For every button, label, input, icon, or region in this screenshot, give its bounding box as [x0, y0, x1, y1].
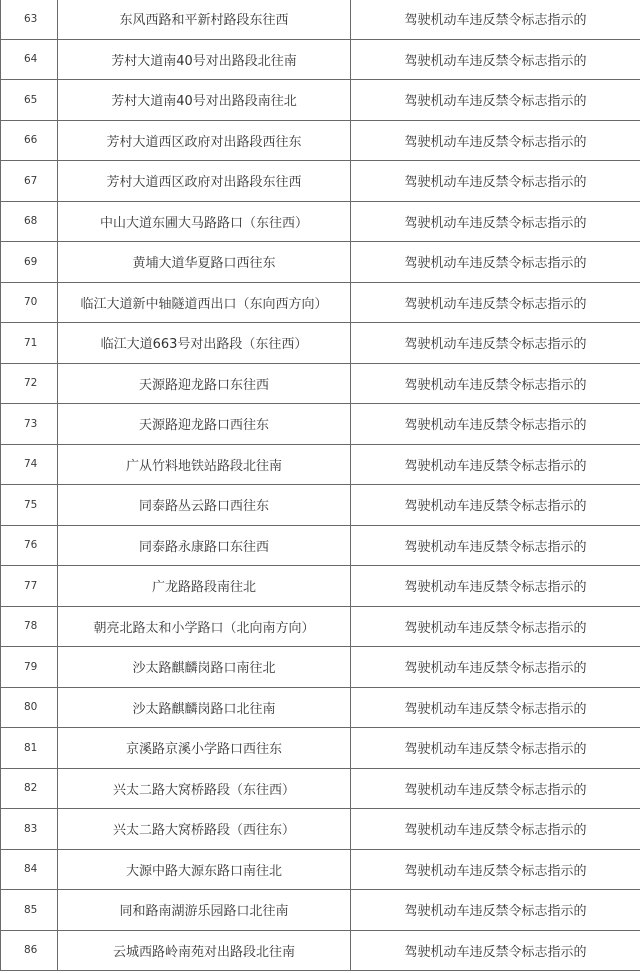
table-row: [1, 809, 640, 850]
row-number: 63: [1, 0, 58, 39]
violation-cell: 驾驶机动车违反禁令标志指示的: [351, 242, 640, 283]
table-row: [1, 606, 640, 647]
violation-cell: 驾驶机动车违反禁令标志指示的: [351, 404, 640, 445]
table-row: [1, 768, 640, 809]
location-cell: 东风西路和平新村路段东往西: [58, 0, 351, 39]
location-cell: 广龙路路段南往北: [58, 566, 351, 607]
violation-cell: 驾驶机动车违反禁令标志指示的: [351, 323, 640, 364]
table-row: [1, 161, 640, 202]
row-number: 66: [1, 120, 58, 161]
violation-cell: 驾驶机动车违反禁令标志指示的: [351, 890, 640, 931]
violation-cell: 驾驶机动车违反禁令标志指示的: [351, 363, 640, 404]
table-row: [1, 282, 640, 323]
location-cell: 天源路迎龙路口东往西: [58, 363, 351, 404]
row-number: 81: [1, 728, 58, 769]
location-cell: 芳村大道西区政府对出路段西往东: [58, 120, 351, 161]
table-row: [1, 485, 640, 526]
violation-cell: 驾驶机动车违反禁令标志指示的: [351, 728, 640, 769]
row-number: 78: [1, 606, 58, 647]
row-number: 79: [1, 647, 58, 688]
violation-cell: 驾驶机动车违反禁令标志指示的: [351, 809, 640, 850]
location-cell: 云城西路岭南苑对出路段北往南: [58, 930, 351, 971]
violation-cell: 驾驶机动车违反禁令标志指示的: [351, 201, 640, 242]
table-body: [1, 0, 640, 971]
violation-cell: 驾驶机动车违反禁令标志指示的: [351, 80, 640, 121]
table-row: [1, 80, 640, 121]
table-row: [1, 39, 640, 80]
row-number: 80: [1, 687, 58, 728]
location-cell: 临江大道663号对出路段（东往西）: [58, 323, 351, 364]
row-number: 84: [1, 849, 58, 890]
location-cell: 沙太路麒麟岗路口北往南: [58, 687, 351, 728]
table-row: [1, 404, 640, 445]
row-number: 69: [1, 242, 58, 283]
location-cell: 同泰路永康路口东往西: [58, 525, 351, 566]
table-row: [1, 0, 640, 39]
table-row: [1, 849, 640, 890]
row-number: 86: [1, 930, 58, 971]
row-number: 73: [1, 404, 58, 445]
violation-cell: 驾驶机动车违反禁令标志指示的: [351, 647, 640, 688]
row-number: 65: [1, 80, 58, 121]
violation-cell: 驾驶机动车违反禁令标志指示的: [351, 485, 640, 526]
location-cell: 朝亮北路太和小学路口（北向南方向）: [58, 606, 351, 647]
violation-cell: 驾驶机动车违反禁令标志指示的: [351, 444, 640, 485]
location-cell: 广从竹料地铁站路段北往南: [58, 444, 351, 485]
row-number: 74: [1, 444, 58, 485]
row-number: 72: [1, 363, 58, 404]
row-number: 68: [1, 201, 58, 242]
violation-cell: 驾驶机动车违反禁令标志指示的: [351, 0, 640, 39]
violation-cell: 驾驶机动车违反禁令标志指示的: [351, 282, 640, 323]
violation-cell: 驾驶机动车违反禁令标志指示的: [351, 120, 640, 161]
location-cell: 临江大道新中轴隧道西出口（东向西方向）: [58, 282, 351, 323]
table-row: [1, 363, 640, 404]
row-number: 83: [1, 809, 58, 850]
table-row: [1, 687, 640, 728]
violation-cell: 驾驶机动车违反禁令标志指示的: [351, 39, 640, 80]
violation-cell: 驾驶机动车违反禁令标志指示的: [351, 606, 640, 647]
location-cell: 中山大道东圃大马路路口（东往西）: [58, 201, 351, 242]
row-number: 67: [1, 161, 58, 202]
location-cell: 天源路迎龙路口西往东: [58, 404, 351, 445]
location-cell: 大源中路大源东路口南往北: [58, 849, 351, 890]
table-row: [1, 525, 640, 566]
row-number: 64: [1, 39, 58, 80]
row-number: 82: [1, 768, 58, 809]
row-number: 76: [1, 525, 58, 566]
table-row: [1, 242, 640, 283]
violation-cell: 驾驶机动车违反禁令标志指示的: [351, 525, 640, 566]
location-cell: 黄埔大道华夏路口西往东: [58, 242, 351, 283]
row-number: 75: [1, 485, 58, 526]
location-cell: 同和路南湖游乐园路口北往南: [58, 890, 351, 931]
table-row: [1, 566, 640, 607]
violation-cell: 驾驶机动车违反禁令标志指示的: [351, 768, 640, 809]
location-cell: 京溪路京溪小学路口西往东: [58, 728, 351, 769]
table-row: [1, 120, 640, 161]
table-row: [1, 323, 640, 364]
location-cell: 兴太二路大窝桥路段（西往东）: [58, 809, 351, 850]
table-row: [1, 930, 640, 971]
table-row: [1, 647, 640, 688]
location-cell: 芳村大道南40号对出路段南往北: [58, 80, 351, 121]
location-cell: 同泰路丛云路口西往东: [58, 485, 351, 526]
location-cell: 兴太二路大窝桥路段（东往西）: [58, 768, 351, 809]
table-row: [1, 201, 640, 242]
violation-cell: 驾驶机动车违反禁令标志指示的: [351, 930, 640, 971]
violation-cell: 驾驶机动车违反禁令标志指示的: [351, 687, 640, 728]
location-cell: 芳村大道西区政府对出路段东往西: [58, 161, 351, 202]
violation-cell: 驾驶机动车违反禁令标志指示的: [351, 161, 640, 202]
location-cell: 沙太路麒麟岗路口南往北: [58, 647, 351, 688]
table-row: [1, 728, 640, 769]
violation-cell: 驾驶机动车违反禁令标志指示的: [351, 849, 640, 890]
table-row: [1, 444, 640, 485]
location-cell: 芳村大道南40号对出路段北往南: [58, 39, 351, 80]
violation-cell: 驾驶机动车违反禁令标志指示的: [351, 566, 640, 607]
row-number: 70: [1, 282, 58, 323]
row-number: 85: [1, 890, 58, 931]
table-row: [1, 890, 640, 931]
row-number: 77: [1, 566, 58, 607]
row-number: 71: [1, 323, 58, 364]
